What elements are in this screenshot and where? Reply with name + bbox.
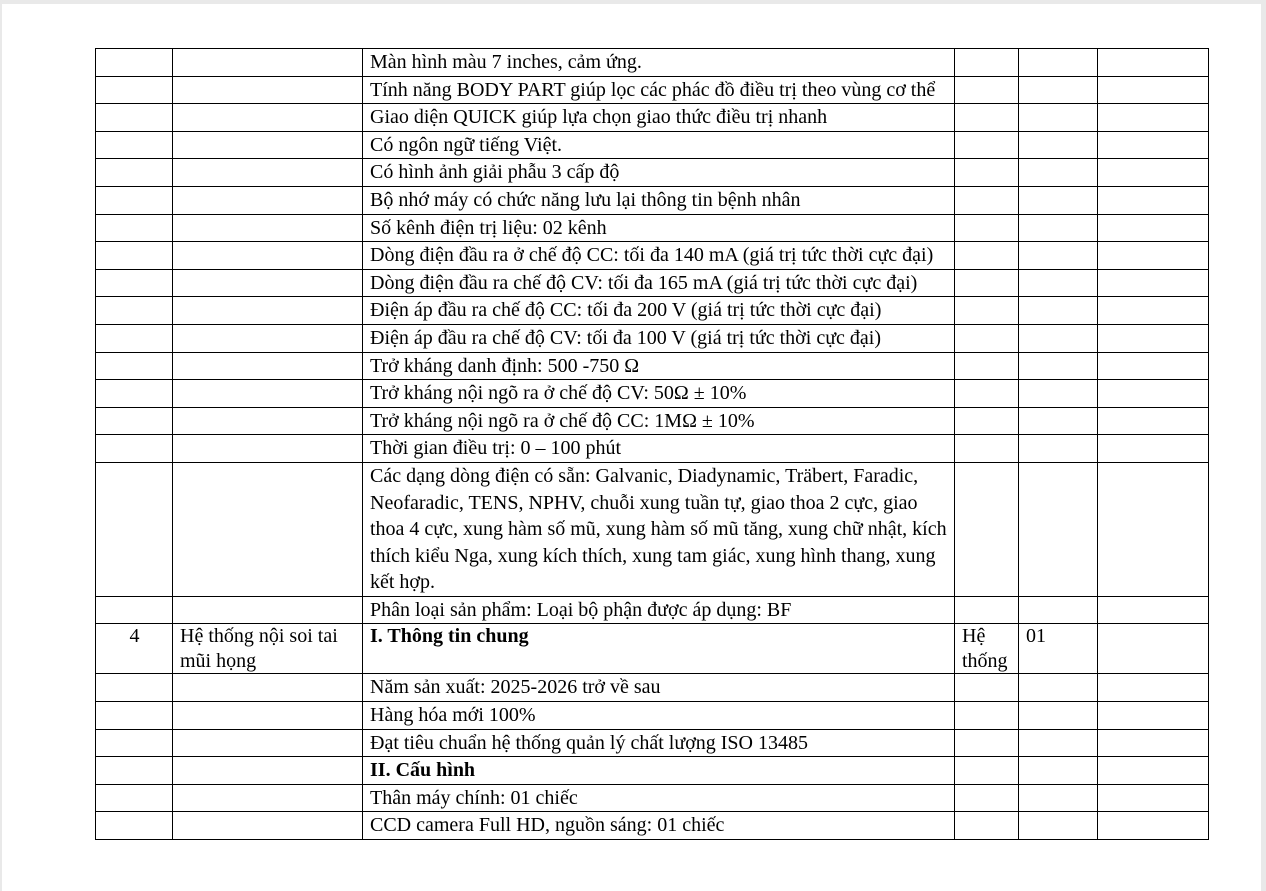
cell-quantity bbox=[1019, 729, 1098, 757]
table-row bbox=[96, 624, 1209, 674]
equipment-spec-table bbox=[95, 48, 1209, 840]
cell-stt bbox=[96, 352, 173, 380]
table-row bbox=[96, 76, 1209, 104]
cell-quantity bbox=[1019, 674, 1098, 702]
cell-quantity bbox=[1019, 76, 1098, 104]
cell-description: CCD camera Full HD, nguồn sáng: 01 chiếc bbox=[363, 812, 955, 840]
cell-quantity bbox=[1019, 352, 1098, 380]
cell-description: Trở kháng nội ngõ ra ở chế độ CC: 1MΩ ± 10% bbox=[363, 407, 955, 435]
cell-unit bbox=[955, 49, 1019, 77]
cell-note bbox=[1098, 812, 1209, 840]
cell-unit bbox=[955, 214, 1019, 242]
spec-table-body bbox=[96, 49, 1209, 840]
table-row bbox=[96, 729, 1209, 757]
cell-description: Tính năng BODY PART giúp lọc các phác đồ điều trị theo vùng cơ thể bbox=[363, 76, 955, 104]
cell-note bbox=[1098, 624, 1209, 674]
table-row bbox=[96, 214, 1209, 242]
cell-note bbox=[1098, 352, 1209, 380]
cell-unit bbox=[955, 812, 1019, 840]
cell-stt bbox=[96, 104, 173, 132]
cell-note bbox=[1098, 49, 1209, 77]
cell-quantity bbox=[1019, 49, 1098, 77]
cell-note bbox=[1098, 435, 1209, 463]
cell-description: Phân loại sản phẩm: Loại bộ phận được áp dụng: BF bbox=[363, 596, 955, 624]
cell-name bbox=[173, 214, 363, 242]
cell-note bbox=[1098, 159, 1209, 187]
cell-unit bbox=[955, 186, 1019, 214]
cell-quantity bbox=[1019, 324, 1098, 352]
cell-name: Hệ thống nội soi tai mũi họng bbox=[173, 624, 363, 674]
table-row bbox=[96, 297, 1209, 325]
cell-stt bbox=[96, 324, 173, 352]
cell-name bbox=[173, 269, 363, 297]
cell-stt bbox=[96, 76, 173, 104]
cell-name bbox=[173, 297, 363, 325]
table-row bbox=[96, 131, 1209, 159]
table-row bbox=[96, 757, 1209, 785]
cell-description: Giao diện QUICK giúp lựa chọn giao thức điều trị nhanh bbox=[363, 104, 955, 132]
cell-description: Điện áp đầu ra chế độ CC: tối đa 200 V (giá trị tức thời cực đại) bbox=[363, 297, 955, 325]
cell-stt bbox=[96, 49, 173, 77]
cell-name bbox=[173, 131, 363, 159]
cell-note bbox=[1098, 784, 1209, 812]
cell-note bbox=[1098, 462, 1209, 596]
cell-note bbox=[1098, 297, 1209, 325]
cell-description: Đạt tiêu chuẩn hệ thống quản lý chất lượng ISO 13485 bbox=[363, 729, 955, 757]
cell-stt bbox=[96, 729, 173, 757]
cell-unit bbox=[955, 729, 1019, 757]
table-row bbox=[96, 674, 1209, 702]
cell-description: Số kênh điện trị liệu: 02 kênh bbox=[363, 214, 955, 242]
cell-description: Có ngôn ngữ tiếng Việt. bbox=[363, 131, 955, 159]
cell-name bbox=[173, 784, 363, 812]
cell-stt bbox=[96, 269, 173, 297]
table-row bbox=[96, 702, 1209, 730]
cell-quantity: 01 bbox=[1019, 624, 1098, 674]
table-row bbox=[96, 784, 1209, 812]
cell-quantity bbox=[1019, 186, 1098, 214]
table-row bbox=[96, 352, 1209, 380]
cell-quantity bbox=[1019, 131, 1098, 159]
cell-name bbox=[173, 812, 363, 840]
cell-quantity bbox=[1019, 462, 1098, 596]
cell-unit bbox=[955, 674, 1019, 702]
cell-note bbox=[1098, 214, 1209, 242]
cell-note bbox=[1098, 596, 1209, 624]
cell-note bbox=[1098, 76, 1209, 104]
cell-quantity bbox=[1019, 297, 1098, 325]
cell-unit bbox=[955, 352, 1019, 380]
cell-note bbox=[1098, 269, 1209, 297]
cell-stt bbox=[96, 159, 173, 187]
cell-name bbox=[173, 729, 363, 757]
cell-unit bbox=[955, 104, 1019, 132]
cell-stt bbox=[96, 702, 173, 730]
table-row bbox=[96, 269, 1209, 297]
cell-name bbox=[173, 407, 363, 435]
cell-unit bbox=[955, 159, 1019, 187]
cell-name bbox=[173, 76, 363, 104]
cell-description: Hàng hóa mới 100% bbox=[363, 702, 955, 730]
document-page bbox=[2, 4, 1261, 891]
cell-quantity bbox=[1019, 269, 1098, 297]
cell-quantity bbox=[1019, 242, 1098, 270]
cell-unit bbox=[955, 757, 1019, 785]
table-row bbox=[96, 596, 1209, 624]
cell-stt bbox=[96, 812, 173, 840]
cell-unit bbox=[955, 324, 1019, 352]
table-row bbox=[96, 380, 1209, 408]
cell-unit bbox=[955, 407, 1019, 435]
cell-stt: 4 bbox=[96, 624, 173, 674]
cell-stt bbox=[96, 214, 173, 242]
cell-stt bbox=[96, 297, 173, 325]
cell-quantity bbox=[1019, 596, 1098, 624]
cell-name bbox=[173, 462, 363, 596]
cell-note bbox=[1098, 186, 1209, 214]
table-row bbox=[96, 324, 1209, 352]
table-row bbox=[96, 242, 1209, 270]
cell-description: Dòng điện đầu ra ở chế độ CC: tối đa 140 mA (giá trị tức thời cực đại) bbox=[363, 242, 955, 270]
cell-quantity bbox=[1019, 159, 1098, 187]
cell-description: Thân máy chính: 01 chiếc bbox=[363, 784, 955, 812]
cell-unit bbox=[955, 596, 1019, 624]
cell-note bbox=[1098, 757, 1209, 785]
cell-name bbox=[173, 352, 363, 380]
table-row bbox=[96, 462, 1209, 596]
cell-name bbox=[173, 159, 363, 187]
cell-unit bbox=[955, 380, 1019, 408]
cell-quantity bbox=[1019, 104, 1098, 132]
cell-quantity bbox=[1019, 757, 1098, 785]
cell-stt bbox=[96, 757, 173, 785]
cell-name bbox=[173, 757, 363, 785]
cell-note bbox=[1098, 407, 1209, 435]
cell-name bbox=[173, 435, 363, 463]
cell-quantity bbox=[1019, 380, 1098, 408]
cell-name bbox=[173, 49, 363, 77]
cell-description: Thời gian điều trị: 0 – 100 phút bbox=[363, 435, 955, 463]
cell-stt bbox=[96, 674, 173, 702]
cell-note bbox=[1098, 729, 1209, 757]
cell-name bbox=[173, 674, 363, 702]
cell-unit bbox=[955, 462, 1019, 596]
cell-name bbox=[173, 702, 363, 730]
cell-name bbox=[173, 186, 363, 214]
cell-quantity bbox=[1019, 407, 1098, 435]
cell-quantity bbox=[1019, 435, 1098, 463]
table-row bbox=[96, 159, 1209, 187]
cell-description: Các dạng dòng điện có sẵn: Galvanic, Diadynamic, Träbert, Faradic, Neofaradic, TENS, NPHV, chuỗi xung tuần tự, giao thoa 2 cực, giao thoa 4 cực, xung hàm số mũ, xung hàm số mũ tăng, xung chữ nhật, kích thích kiểu Nga, xung kích thích, xung tam giác, xung hình thang, xung kết hợp. bbox=[363, 462, 955, 596]
cell-unit bbox=[955, 269, 1019, 297]
cell-note bbox=[1098, 702, 1209, 730]
cell-quantity bbox=[1019, 784, 1098, 812]
cell-note bbox=[1098, 104, 1209, 132]
cell-stt bbox=[96, 435, 173, 463]
cell-name bbox=[173, 242, 363, 270]
cell-quantity bbox=[1019, 812, 1098, 840]
cell-quantity bbox=[1019, 214, 1098, 242]
cell-description: Trở kháng nội ngõ ra ở chế độ CV: 50Ω ± 10% bbox=[363, 380, 955, 408]
cell-unit: Hệ thống bbox=[955, 624, 1019, 674]
cell-unit bbox=[955, 435, 1019, 463]
cell-unit bbox=[955, 702, 1019, 730]
table-row bbox=[96, 435, 1209, 463]
cell-note bbox=[1098, 242, 1209, 270]
cell-stt bbox=[96, 380, 173, 408]
cell-stt bbox=[96, 186, 173, 214]
cell-description: Dòng điện đầu ra chế độ CV: tối đa 165 mA (giá trị tức thời cực đại) bbox=[363, 269, 955, 297]
cell-description: Có hình ảnh giải phẫu 3 cấp độ bbox=[363, 159, 955, 187]
cell-note bbox=[1098, 324, 1209, 352]
cell-stt bbox=[96, 407, 173, 435]
table-row bbox=[96, 104, 1209, 132]
table-row bbox=[96, 186, 1209, 214]
cell-description: Năm sản xuất: 2025-2026 trở về sau bbox=[363, 674, 955, 702]
cell-unit bbox=[955, 784, 1019, 812]
cell-quantity bbox=[1019, 702, 1098, 730]
table-row bbox=[96, 407, 1209, 435]
cell-note bbox=[1098, 380, 1209, 408]
cell-name bbox=[173, 324, 363, 352]
cell-description: Trở kháng danh định: 500 -750 Ω bbox=[363, 352, 955, 380]
cell-description: I. Thông tin chung bbox=[363, 624, 955, 674]
table-row bbox=[96, 49, 1209, 77]
cell-name bbox=[173, 104, 363, 132]
cell-unit bbox=[955, 297, 1019, 325]
cell-description: Màn hình màu 7 inches, cảm ứng. bbox=[363, 49, 955, 77]
cell-stt bbox=[96, 131, 173, 159]
cell-name bbox=[173, 380, 363, 408]
cell-stt bbox=[96, 596, 173, 624]
cell-description: II. Cấu hình bbox=[363, 757, 955, 785]
cell-unit bbox=[955, 76, 1019, 104]
cell-stt bbox=[96, 242, 173, 270]
cell-name bbox=[173, 596, 363, 624]
cell-stt bbox=[96, 784, 173, 812]
cell-note bbox=[1098, 131, 1209, 159]
table-row bbox=[96, 812, 1209, 840]
cell-unit bbox=[955, 131, 1019, 159]
cell-description: Điện áp đầu ra chế độ CV: tối đa 100 V (giá trị tức thời cực đại) bbox=[363, 324, 955, 352]
cell-stt bbox=[96, 462, 173, 596]
cell-description: Bộ nhớ máy có chức năng lưu lại thông tin bệnh nhân bbox=[363, 186, 955, 214]
cell-note bbox=[1098, 674, 1209, 702]
cell-unit bbox=[955, 242, 1019, 270]
